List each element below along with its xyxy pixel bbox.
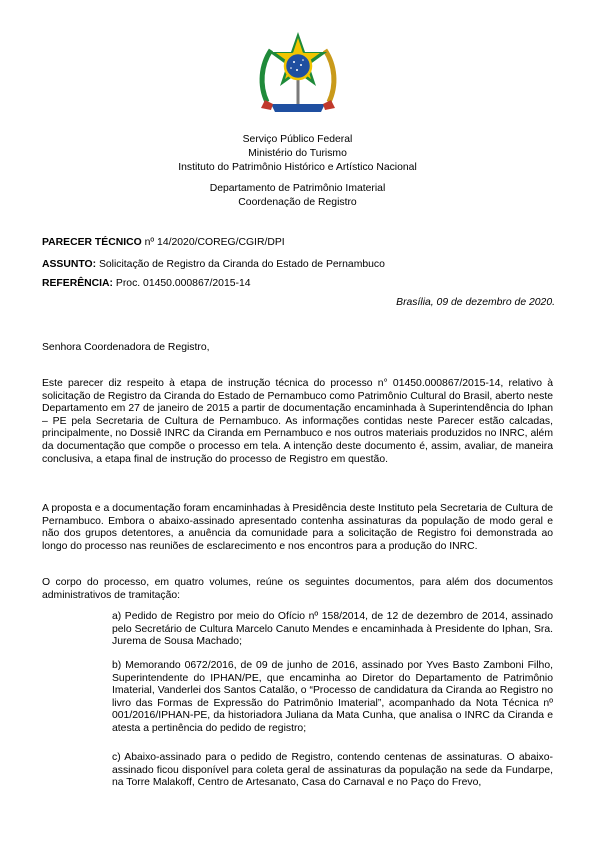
header-dept-line-1: Departamento de Patrimônio Imaterial [209, 183, 386, 194]
list-item-a: a) Pedido de Registro por meio do Ofício nº 158/2014, de 12 de dezembro de 2014, assinado pelo Secretário de Cultura Marcelo Canuto Mendes e encaminhada à Presidente do Iphan, Sra. Jurema de Sousa Machado; [112, 611, 553, 648]
referencia-label: REFERÊNCIA: [42, 278, 114, 289]
paragraph-2: A proposta e a documentação foram encaminhadas à Presidência deste Instituto pela Secretaria de Cultura de Pernambuco. Embora o abaixo-assinado apresentado contenha assinaturas da população de modo geral e não dos grupos detentores, a anuência da comunidade para a solicitação de Registro foi demonstrada ao longo do processo nas reuniões de esclarecimento e nos encontros para a produção do INRC. [42, 503, 553, 552]
assunto-value: Solicitação de Registro da Ciranda do Estado de Pernambuco [98, 259, 385, 270]
header-org-line-1: Serviço Público Federal [242, 134, 353, 145]
parecer-label: PARECER TÉCNICO [42, 237, 142, 248]
referencia-field [42, 278, 251, 289]
referencia-value: Proc. 01450.000867/2015-14 [115, 278, 251, 289]
parecer-field [42, 237, 285, 248]
list-item-c: c) Abaixo-assinado para o pedido de Registro, contendo centenas de assinaturas. O abaixo-assinado ficou disponível para coleta geral de assinaturas da população na sede da Fundarpe, na Torre Malakoff, Centro de Artesanato, Casa do Carnaval e no Paço do Frevo, [112, 752, 553, 789]
header-dept-block [0, 182, 595, 210]
parecer-value: nº 14/2020/COREG/CGIR/DPI [144, 237, 285, 248]
list-item-b: b) Memorando 0672/2016, de 09 de junho de 2016, assinado por Yves Basto Zamboni Filho, Superintendente do IPHAN/PE, que encaminha ao Diretor do Departamento de Patrimônio Imaterial, Vanderlei dos Santos Catalão, o “Processo de candidatura da Ciranda ao Registro no livro das Formas de Expressão do Patrimônio Imaterial”, acompanhado da Nota Técnica nº 001/2016/IPHAN-PE, da historiadora Juliana da Mata Cunha, que analisa o INRC da Ciranda e atesta a pertinência do pedido de registro; [112, 660, 553, 734]
header-org-block [0, 133, 595, 175]
paragraph-3: O corpo do processo, em quatro volumes, reúne os seguintes documentos, para além dos documentos administrativos de tramitação: [42, 577, 553, 601]
header-dept-line-2: Coordenação de Registro [238, 197, 357, 208]
coat-of-arms-emblem [257, 30, 339, 120]
paragraph-1: Este parecer diz respeito à etapa de instrução técnica do processo n° 01450.000867/2015-14, relativo à solicitação de Registro da Ciranda do Estado de Pernambuco como Patrimônio Cultural do Brasil, aberto neste Departamento em 27 de janeiro de 2015 a partir de documentação encaminhada à Superintendência do Iphan – PE pela Secretaria de Cultura de Pernambuco. As informações contidas neste Parecer estão calcadas, principalmente, no Dossiê INRC da Ciranda em Pernambuco e nos outros materiais produzidos no INRC, além da documentação que compõe o processo em tela. A intenção deste documento é, assim, avaliar, de maneira conclusiva, a etapa final de instrução do processo de Registro em questão. [42, 378, 553, 465]
document-date: Brasília, 09 de dezembro de 2020. [396, 297, 555, 308]
assunto-label: ASSUNTO: [42, 259, 97, 270]
assunto-field [42, 259, 385, 270]
header-org-line-2: Ministério do Turismo [248, 148, 347, 159]
header-org-line-3: Instituto do Patrimônio Histórico e Artístico Nacional [178, 162, 417, 173]
greeting: Senhora Coordenadora de Registro, [42, 342, 210, 353]
